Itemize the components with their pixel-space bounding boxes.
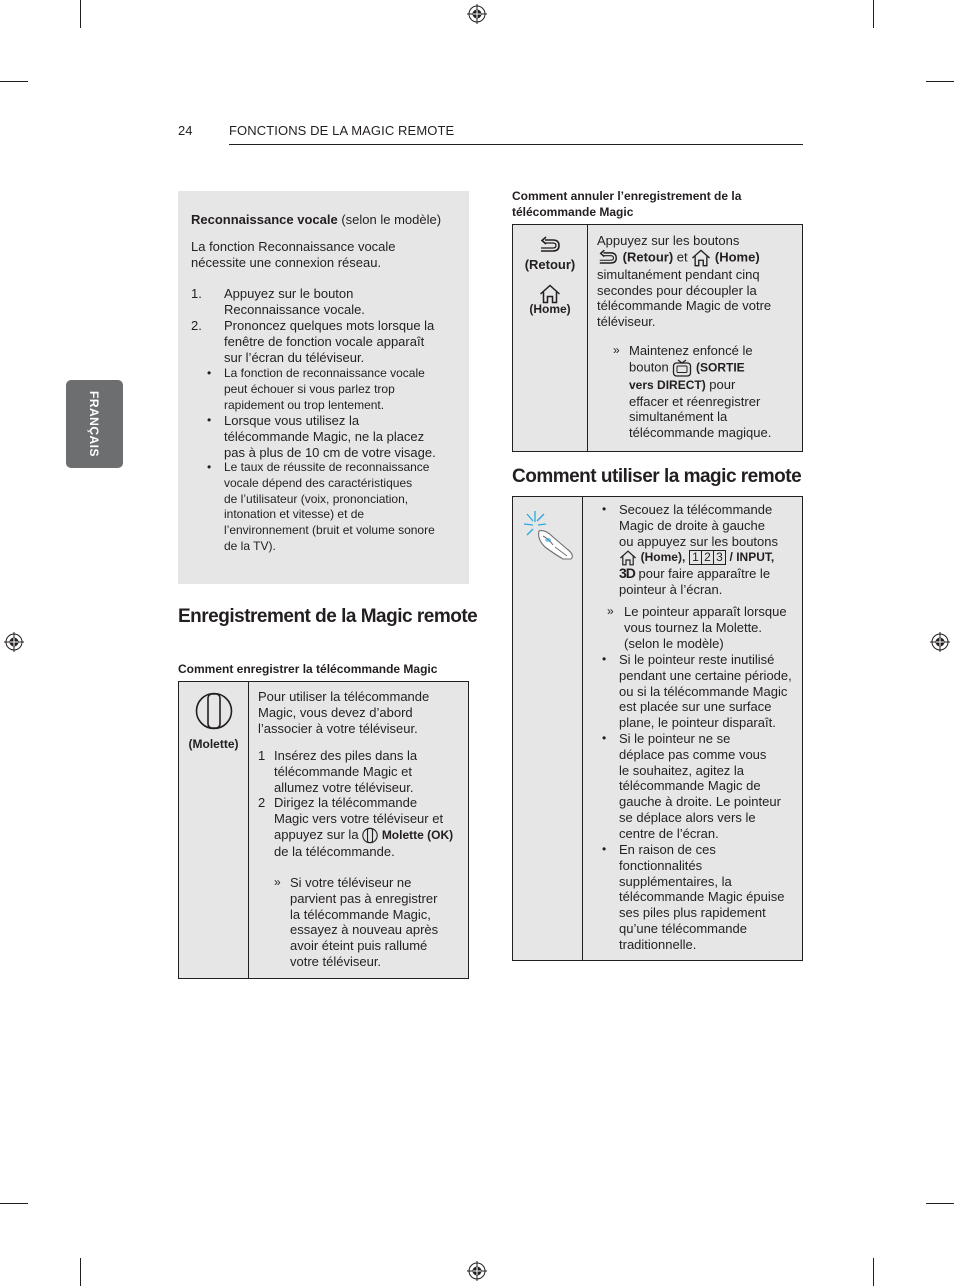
home-icon-label: (Home) — [529, 302, 571, 316]
bullet-marker: • — [602, 502, 607, 516]
usage-note: Le pointeur apparaît lorsque vous tournez la Molette. (selon le modèle) — [624, 604, 787, 651]
wheel-icon-label: (Molette) — [188, 737, 239, 751]
note-marker: » — [613, 343, 620, 357]
bullet-marker: • — [602, 731, 607, 745]
home-icon — [539, 284, 561, 304]
back-icon — [597, 249, 619, 266]
unregister-note: Maintenez enfoncé le bouton (SORTIE vers DIRECT) pour effacer et réenregistrer simultanément la télécommande magique. — [629, 343, 772, 441]
home-icon — [691, 249, 711, 267]
number-buttons-icon: 1 2 3 — [689, 550, 726, 565]
language-tab-label: FRANÇAIS — [87, 391, 101, 457]
usage-table — [512, 496, 803, 961]
language-tab — [66, 380, 123, 468]
registration-step-1-number: 1 — [258, 748, 266, 763]
unregister-icon-cell — [513, 225, 588, 451]
crop-mark — [873, 1258, 874, 1286]
usage-bullet-3: Si le pointeur ne se déplace pas comme vous le souhaitez, agitez la télécommande Magic de gauche à droite. Le pointeur se déplace alors vers le centre de l’écran. — [619, 731, 781, 841]
registration-step-2-text: Dirigez la télécommande Magic vers votre téléviseur et appuyez sur la Molette (OK) de la télécommande. — [274, 795, 454, 859]
unregister-subheading: Comment annuler l’enregistrement de la télécommande Magic — [512, 189, 742, 219]
voice-recognition-box — [178, 191, 469, 584]
crop-mark — [80, 0, 81, 28]
registration-subheading: Comment enregistrer la télécommande Magic — [178, 662, 438, 676]
voice-bullet-3: Le taux de réussite de reconnaissance vocale dépend des caractéristiques de l’utilisateur (voix, prononciation, intonation et vitesse) et de l’environnement (bruit et volume sonore de la TV). — [224, 460, 435, 553]
registration-step-2-number: 2 — [258, 795, 266, 810]
registration-table — [178, 681, 469, 979]
registration-mark-icon — [467, 1261, 487, 1281]
usage-bullet-4: En raison de ces fonctionnalités supplémentaires, la télécommande Magic épuise ses piles plus rapidement qu’une télécommande traditionnelle. — [619, 842, 785, 952]
crop-mark — [0, 81, 28, 82]
bullet-marker: • — [207, 413, 212, 427]
wheel-icon — [362, 827, 378, 844]
exit-icon — [672, 359, 692, 377]
back-icon-label: (Retour) — [524, 257, 576, 272]
voice-bullet-1: La fonction de reconnaissance vocale peut échouer si vous parlez trop rapidement ou trop lentement. — [224, 366, 425, 412]
note-marker: » — [274, 875, 281, 889]
crop-mark — [0, 1203, 28, 1204]
crop-mark — [926, 81, 954, 82]
usage-heading: Comment utiliser la magic remote — [512, 466, 802, 487]
header-rule — [229, 144, 803, 145]
crop-mark — [873, 0, 874, 28]
voice-step-1-number: 1. — [191, 286, 202, 301]
registration-step-1-text: Insérez des piles dans la télécommande Magic et allumez votre téléviseur. — [274, 748, 418, 795]
unregister-table — [512, 224, 803, 452]
voice-step-1-text: Appuyez sur le bouton Reconnaissance vocale. — [224, 286, 365, 317]
back-icon — [538, 236, 562, 254]
note-marker: » — [607, 604, 614, 618]
bullet-marker: • — [207, 366, 212, 380]
voice-box-title: Reconnaissance vocale (selon le modèle) — [191, 212, 442, 227]
usage-bullet-1: Secouez la télécommande Magic de droite à gauche ou appuyez sur les boutons (Home), 1 2 3 / INPUT, 3D pour faire apparaître le pointeur à l’écran. — [619, 502, 778, 597]
wheel-icon — [195, 691, 233, 731]
voice-bullet-2: Lorsque vous utilisez la télécommande Magic, ne la placez pas à plus de 10 cm de votre visage. — [224, 413, 436, 460]
crop-mark — [926, 1203, 954, 1204]
registration-intro: Pour utiliser la télécommande Magic, vous devez d’abord l’associer à votre téléviseur. — [258, 689, 430, 736]
bullet-marker: • — [207, 460, 212, 474]
registration-icon-cell — [179, 682, 249, 978]
usage-icon-cell — [513, 497, 583, 960]
unregister-instructions: Appuyez sur les boutons (Retour) et (Home) simultanément pendant cinq secondes pour découpler la télécommande Magic de votre téléviseur. — [597, 233, 772, 330]
page-number: 24 — [178, 123, 193, 138]
registration-note: Si votre téléviseur ne parvient pas à enregistrer la télécommande Magic, essayez à nouveau après avoir éteint puis rallumé votre téléviseur. — [290, 875, 439, 969]
voice-step-2-text: Prononcez quelques mots lorsque la fenêtre de fonction vocale apparaît sur l’écran du téléviseur. — [224, 318, 435, 365]
usage-bullet-2: Si le pointeur reste inutilisé pendant une certaine période, ou si la télécommande Magic est placée sur une surface plane, le pointeur disparaît. — [619, 652, 792, 731]
voice-step-2-number: 2. — [191, 318, 202, 333]
registration-heading: Enregistrement de la Magic remote — [178, 606, 478, 627]
voice-box-intro: La fonction Reconnaissance vocale nécessite une connexion réseau. — [191, 239, 396, 270]
running-header-title: FONCTIONS DE LA MAGIC REMOTE — [229, 123, 455, 138]
crop-mark — [80, 1258, 81, 1286]
home-icon — [619, 550, 637, 566]
bullet-marker: • — [602, 842, 607, 856]
registration-mark-icon — [4, 632, 24, 652]
3d-icon: 3D — [619, 565, 635, 582]
shake-remote-icon — [519, 509, 579, 561]
registration-mark-icon — [467, 4, 487, 24]
registration-mark-icon — [930, 632, 950, 652]
bullet-marker: • — [602, 652, 607, 666]
